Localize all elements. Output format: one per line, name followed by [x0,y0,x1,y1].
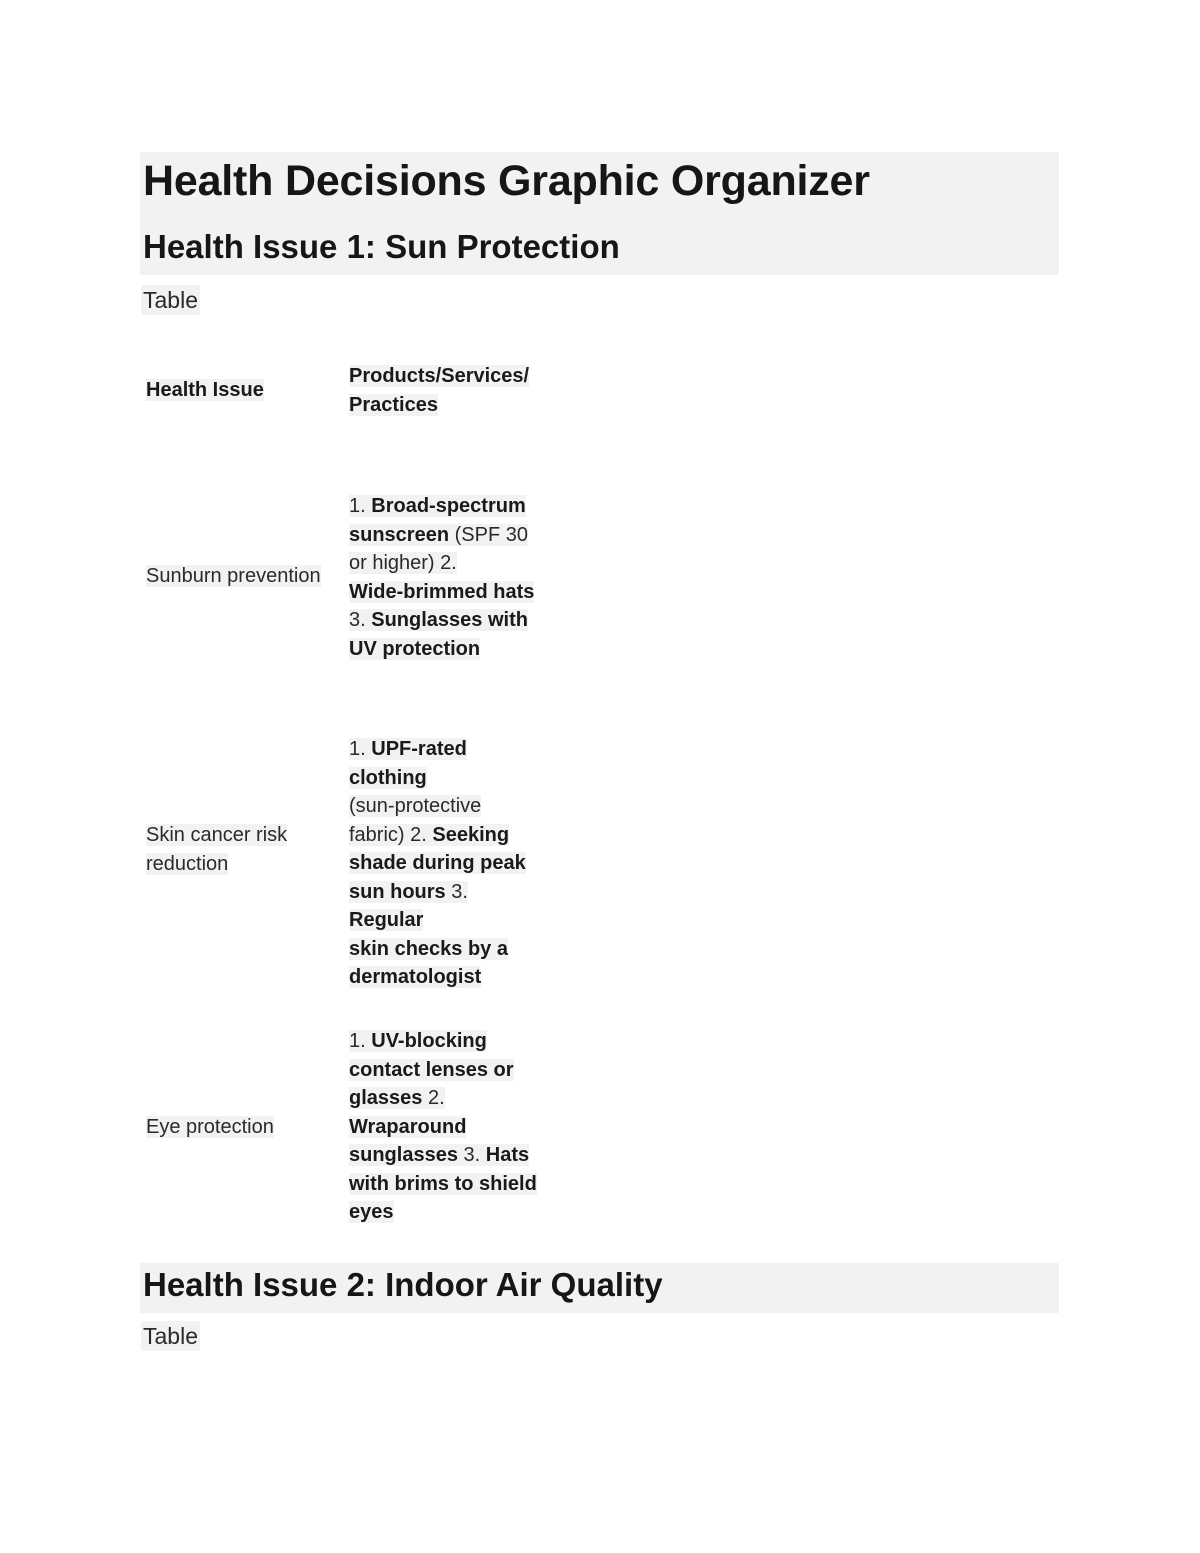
table-row-issue-skin-cancer [146,821,336,878]
row-issue-label: reduction [146,852,229,875]
item-text: sunglasses [349,1144,458,1166]
row-issue-label: Sunburn prevention [146,565,321,587]
item-number: 1. [349,1030,372,1052]
table-row-issue-eye-protection [146,1113,336,1142]
item-text: shade during peak [349,852,526,874]
table-row-practices-eye-protection [349,1027,545,1227]
item-text: Hats [485,1144,530,1166]
item-number: 3. [349,609,372,631]
section-heading-sun-protection: Health Issue 1: Sun Protection [143,228,620,265]
item-number: 1. [349,495,372,517]
row-issue-label: Eye protection [146,1116,274,1138]
item-number: 3. [457,1144,486,1166]
table-header-products [349,362,545,419]
item-text: Sunglasses with [371,609,528,631]
item-text: clothing [349,766,427,789]
item-text: UV protection [349,637,481,660]
item-text: fabric) 2. [349,823,433,846]
item-text: contact lenses or [349,1058,514,1081]
item-text: with brims to shield [349,1172,537,1195]
header-label: Practices [349,393,438,416]
item-text: Seeking [432,823,510,846]
item-text: or higher) 2. [349,552,457,574]
header-label: Products/Services/ [349,365,530,387]
table-caption: Table [143,1323,198,1349]
item-text: skin checks by a [349,937,508,960]
item-text: sun hours [349,880,446,903]
item-text: Wraparound [349,1115,467,1138]
item-text: (SPF 30 [449,523,528,546]
table-header-health-issue [146,376,336,405]
item-text: (sun-protective [349,795,482,817]
section-heading-indoor-air-quality: Health Issue 2: Indoor Air Quality [143,1266,663,1303]
row-issue-label: Skin cancer risk [146,824,288,846]
item-text: dermatologist [349,966,482,988]
item-number: 2. [422,1087,445,1109]
table-row-practices-skin-cancer [349,735,545,992]
item-number: 3. [445,880,468,903]
item-text: Broad-spectrum [371,495,526,517]
item-text: sunscreen [349,523,450,546]
item-number: 1. [349,738,372,760]
item-text: glasses [349,1087,423,1109]
table-row-practices-sunburn [349,492,545,663]
header-label: Health Issue [146,379,264,401]
item-text: eyes [349,1201,394,1223]
item-text: UPF-rated [371,738,467,760]
table-caption: Table [143,287,198,313]
table-row-issue-sunburn [146,562,336,591]
item-text: Regular [349,909,424,931]
document-title: Health Decisions Graphic Organizer [143,157,870,205]
item-text: UV-blocking [371,1030,487,1052]
item-text: Wide-brimmed hats [349,580,535,603]
